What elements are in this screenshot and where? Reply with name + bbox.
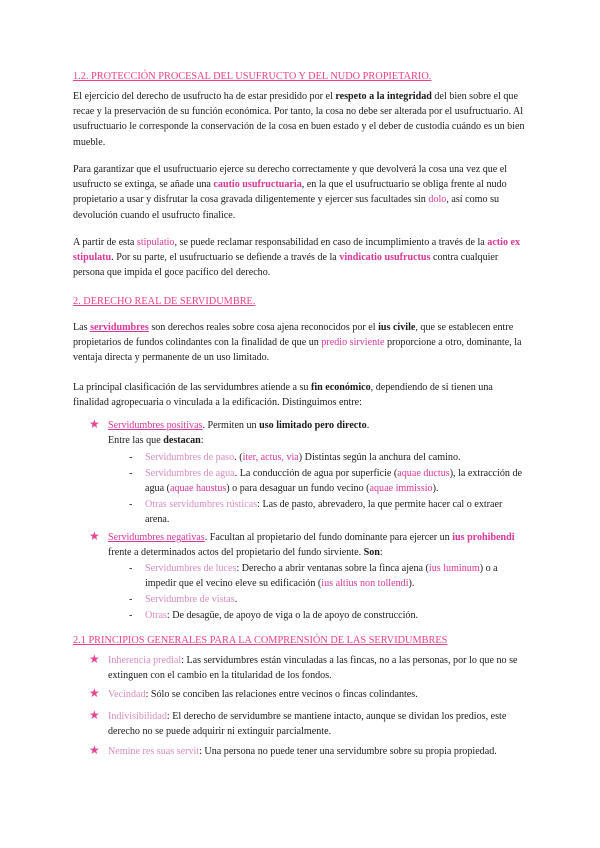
list-item-inherencia: Inherencia predial: Las servidumbres están vinculadas a las fincas, no a las personas, por lo que no se extinguen con el cambio en la titularidad de los fondos.	[108, 655, 518, 682]
list-item-otras: Otras: De desagüe, de apoyo de viga o la de apoyo de construcción.	[145, 610, 419, 621]
list-item-indivisibilidad: Indivisibilidad: El derecho de servidumbre se mantiene intacto, aunque se dividan los predios, este derecho no se puede adquirir ni extinguir parcialmente.	[108, 711, 507, 738]
paragraph-servidumbres: Las servidumbres son derechos reales sobre cosa ajena reconocidos por el ius civile, que se establecen entre propietarios de fundos colindantes con la finalidad de que un predio sirviente proporcione a otro, dominante, la ventaja directa y permanente de un uso limitado.	[73, 322, 522, 364]
star-bullet-icon: ★	[89, 652, 100, 666]
dash-bullet: -	[129, 452, 133, 463]
dash-bullet: -	[129, 594, 133, 605]
list-item-vistas: Servidumbre de vistas.	[145, 594, 238, 605]
paragraph-clasificacion: La principal clasificación de las servidumbres atiende a su fin económico, dependiendo de si tienen una finalidad agropecuaria o vinculada a la edificación. Distinguimos entre:	[73, 382, 493, 409]
dash-bullet: -	[129, 563, 133, 574]
list-item-agua: Servidumbres de agua. La conducción de agua por superficie (aquae ductus), la extracción de agua (aquae haustus) o para desaguar un fundo vecino (aquae immissio).	[145, 468, 522, 495]
star-bullet-icon: ★	[89, 708, 100, 722]
heading-servidumbre: 2. DERECHO REAL DE SERVIDUMBRE.	[73, 296, 256, 307]
paragraph-stipulatio: A partir de esta stipulatio, se puede reclamar responsabilidad en caso de incumplimiento a través de la actio ex stipulatu. Por su parte, el usufructuario se defiende a través de la vindicatio usufructus contra cualquier persona que impida el goce pacífico del derecho.	[73, 237, 521, 279]
list-item-paso: Servidumbres de paso. (iter, actus, via) Distintas según la anchura del camino.	[145, 452, 461, 463]
heading-usufructo: 1.2. PROTECCIÓN PROCESAL DEL USUFRUCTO Y DEL NUDO PROPIETARIO.	[73, 71, 432, 82]
paragraph-cautio: Para garantizar que el usufructuario ejerce su derecho correctamente y que devolverá la cosa una vez que el usufructo se extinga, se añade una cautio usufructuaria, en la que el usufructuario se obliga frente al nudo propietario a usar y disfrutar la cosa gravada diligentemente y ejercer sus facultades sin dolo, así como su devolución cuando el usufructo finalice.	[73, 164, 508, 221]
dash-bullet: -	[129, 468, 133, 479]
dash-bullet: -	[129, 499, 133, 510]
dash-bullet: -	[129, 610, 133, 621]
list-item-vecindad: Vecindad: Sólo se conciben las relaciones entre vecinos o fincas colindantes.	[108, 689, 418, 700]
star-bullet-icon: ★	[89, 743, 100, 757]
paragraph-integridad: El ejercicio del derecho de usufructo ha de estar presidido por el respeto a la integridad del bien sobre el que recae y la preservación de su función económica. Por tanto, la cosa no debe ser alterada por el usufructuario. Al usufructuario le corresponde la conservación de la cosa en buen estado y el deber de custodia cuándo es un bien mueble.	[73, 91, 525, 148]
heading-principios: 2.1 PRINCIPIOS GENERALES PARA LA COMPRENSIÓN DE LAS SERVIDUMBRES	[73, 635, 448, 646]
list-item-luces: Servidumbres de luces: Derecho a abrir ventanas sobre la finca ajena (ius luminum) o a impedir que el vecino eleve su edificación (ius altius non tollendi).	[145, 563, 498, 590]
star-bullet-icon: ★	[89, 417, 100, 431]
list-item-rusticas: Otras servidumbres rústicas: Las de pasto, abrevadero, la que permite hacer cal o extraer arena.	[145, 499, 503, 526]
list-item-negativas: Servidumbres negativas. Facultan al propietario del fundo dominante para ejercer un ius prohibendi frente a determinados actos del propietario del fundo sirviente. Son:	[108, 532, 515, 559]
star-bullet-icon: ★	[89, 686, 100, 700]
star-bullet-icon: ★	[89, 529, 100, 543]
list-item-positivas: Servidumbres positivas. Permiten un uso limitado pero directo. Entre las que destacan:	[108, 420, 370, 447]
list-item-nemine: Nemine res suas servit: Una persona no puede tener una servidumbre sobre su propia propiedad.	[108, 746, 497, 757]
